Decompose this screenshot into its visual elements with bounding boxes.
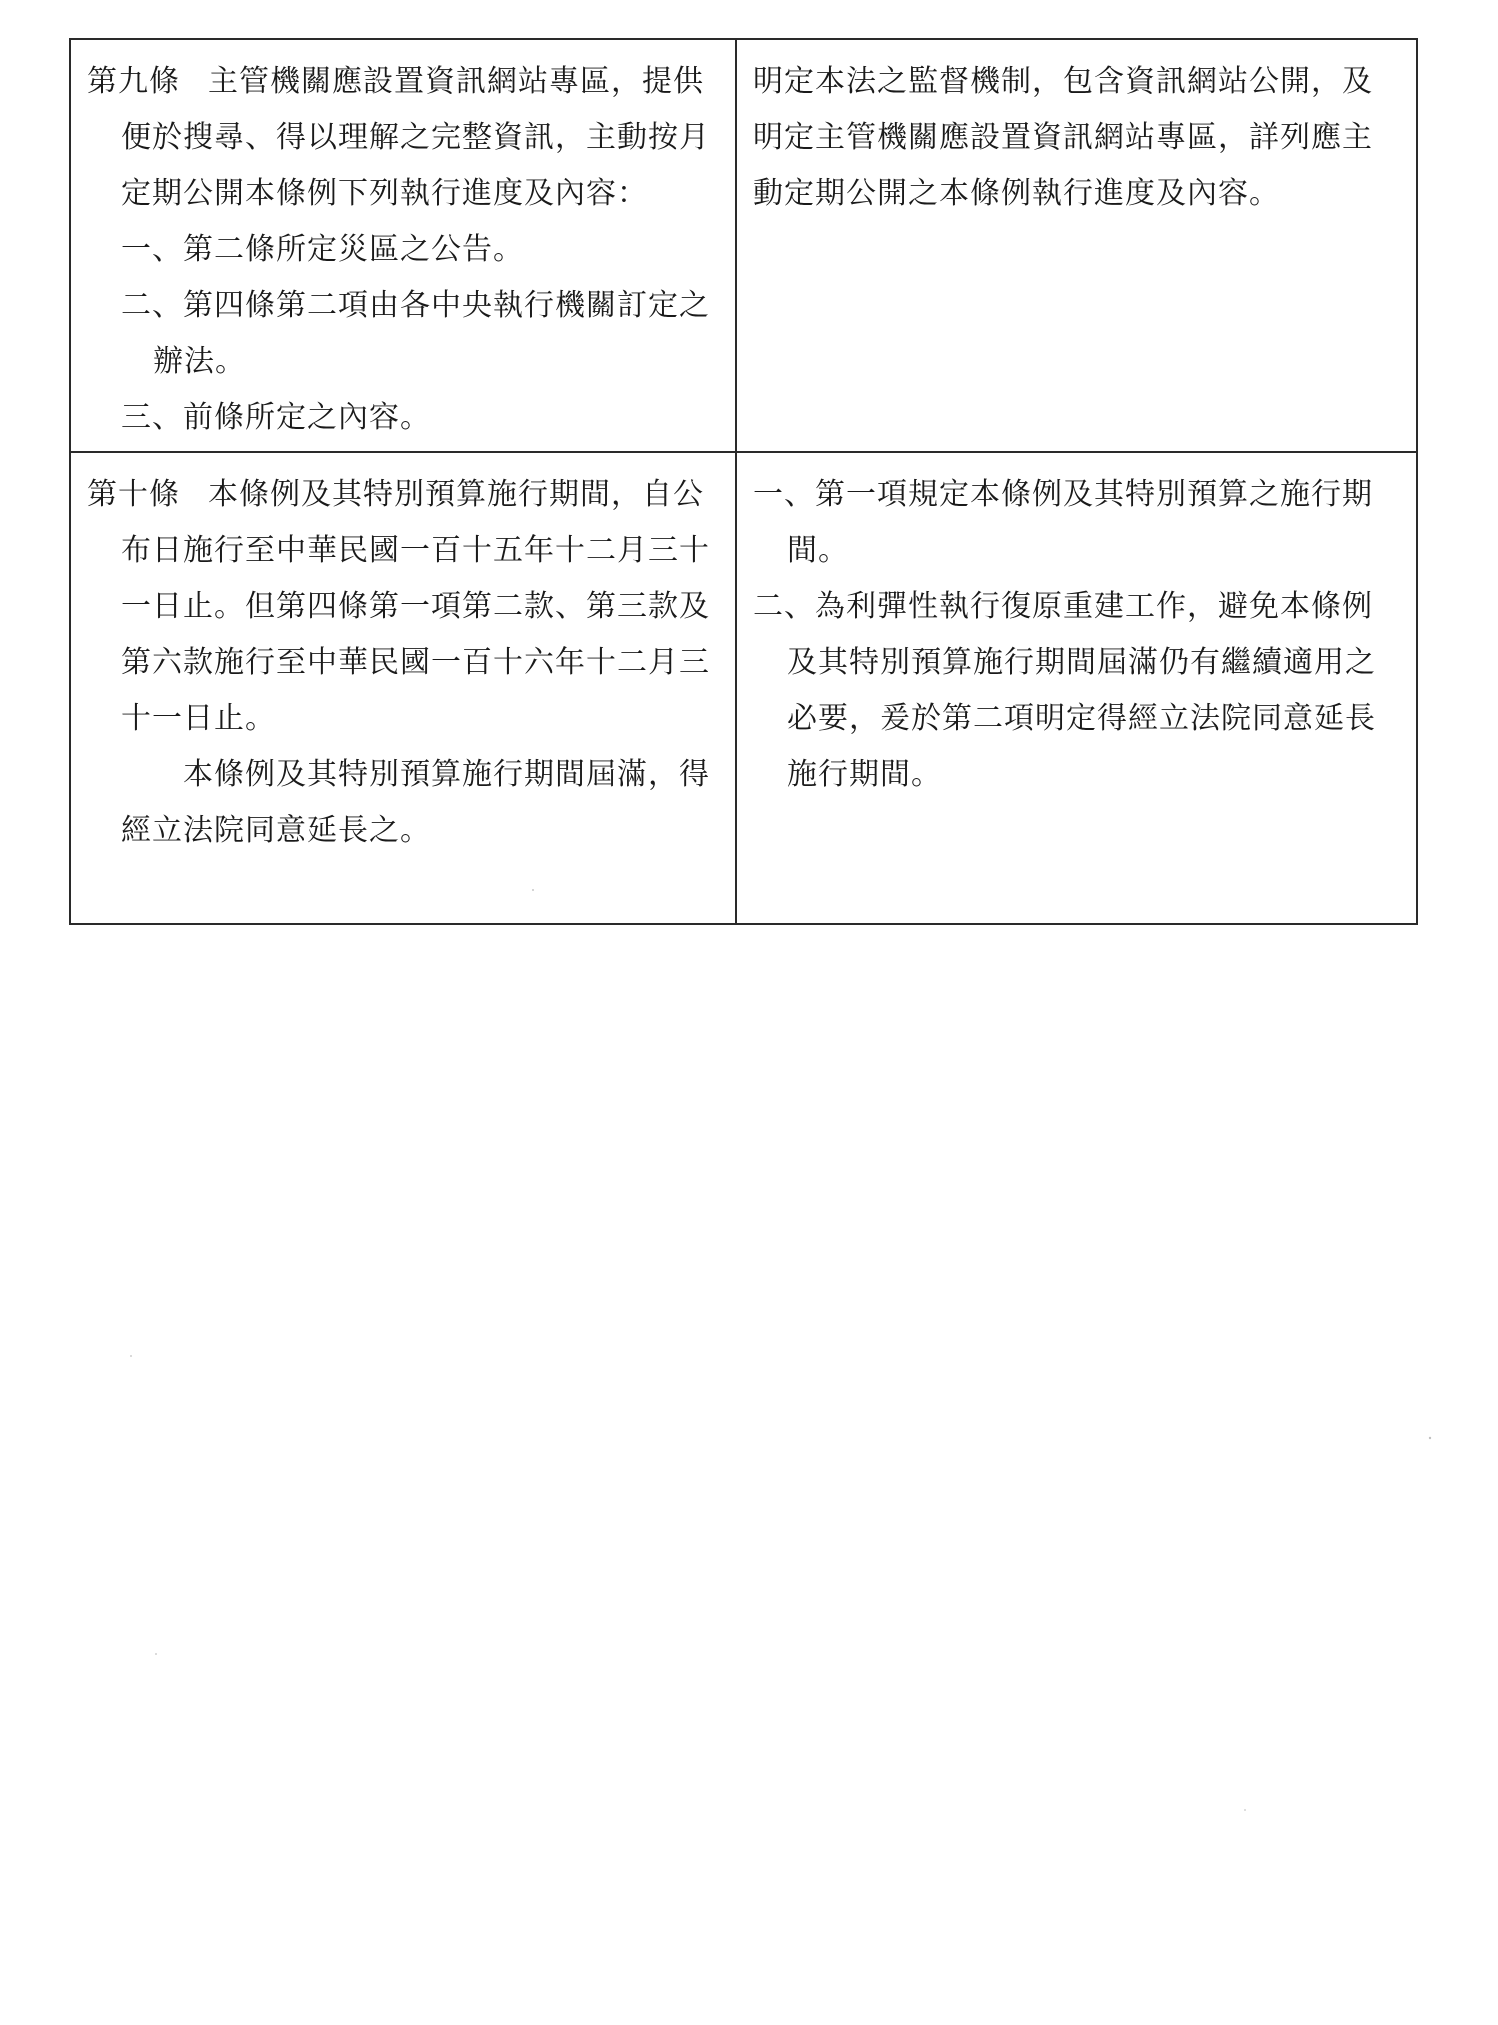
- article-number: 第十條: [87, 477, 180, 512]
- article-item: 二、第四條第二項由各中央執行機關訂定之辦法。: [121, 288, 710, 379]
- article-text-cell: [70, 39, 736, 452]
- bill-comparison-table: [69, 38, 1418, 925]
- explanation-item: 一、第一項規定本條例及其特別預算之施行期間。: [753, 477, 1373, 568]
- explanation-text: 明定本法之監督機制，包含資訊網站公開，及明定主管機關應設置資訊網站專區，詳列應主動定期公開之本條例執行進度及內容。: [753, 64, 1373, 211]
- explanation-cell: [736, 39, 1417, 452]
- article-lead-text: 本條例及其特別預算施行期間，自公布日施行至中華民國一百十五年十二月三十一日止。但第四條第一項第二款、第三款及第六款施行至中華民國一百十六年十二月三十一日止。: [121, 477, 710, 736]
- article-paragraph: [87, 54, 719, 222]
- explanation-item: 二、為利彈性執行復原重建工作，避免本條例及其特別預算施行期間屆滿仍有繼續適用之必要，爰於第二項明定得經立法院同意延長施行期間。: [753, 589, 1376, 792]
- article-item: 三、前條所定之內容。: [121, 400, 431, 435]
- article-text-cell: [70, 452, 736, 924]
- article-paragraph: [87, 467, 719, 747]
- table-row-article-9: [70, 39, 1417, 452]
- article-item: 一、第二條所定災區之公告。: [121, 232, 524, 267]
- explanation-cell: [736, 452, 1417, 924]
- article-second-paragraph: 本條例及其特別預算施行期間屆滿，得經立法院同意延長之。: [121, 757, 710, 848]
- table-row-article-10: [70, 452, 1417, 924]
- article-lead-text: 主管機關應設置資訊網站專區，提供便於搜尋、得以理解之完整資訊，主動按月定期公開本條例下列執行進度及內容：: [121, 64, 710, 211]
- article-number: 第九條: [87, 64, 180, 99]
